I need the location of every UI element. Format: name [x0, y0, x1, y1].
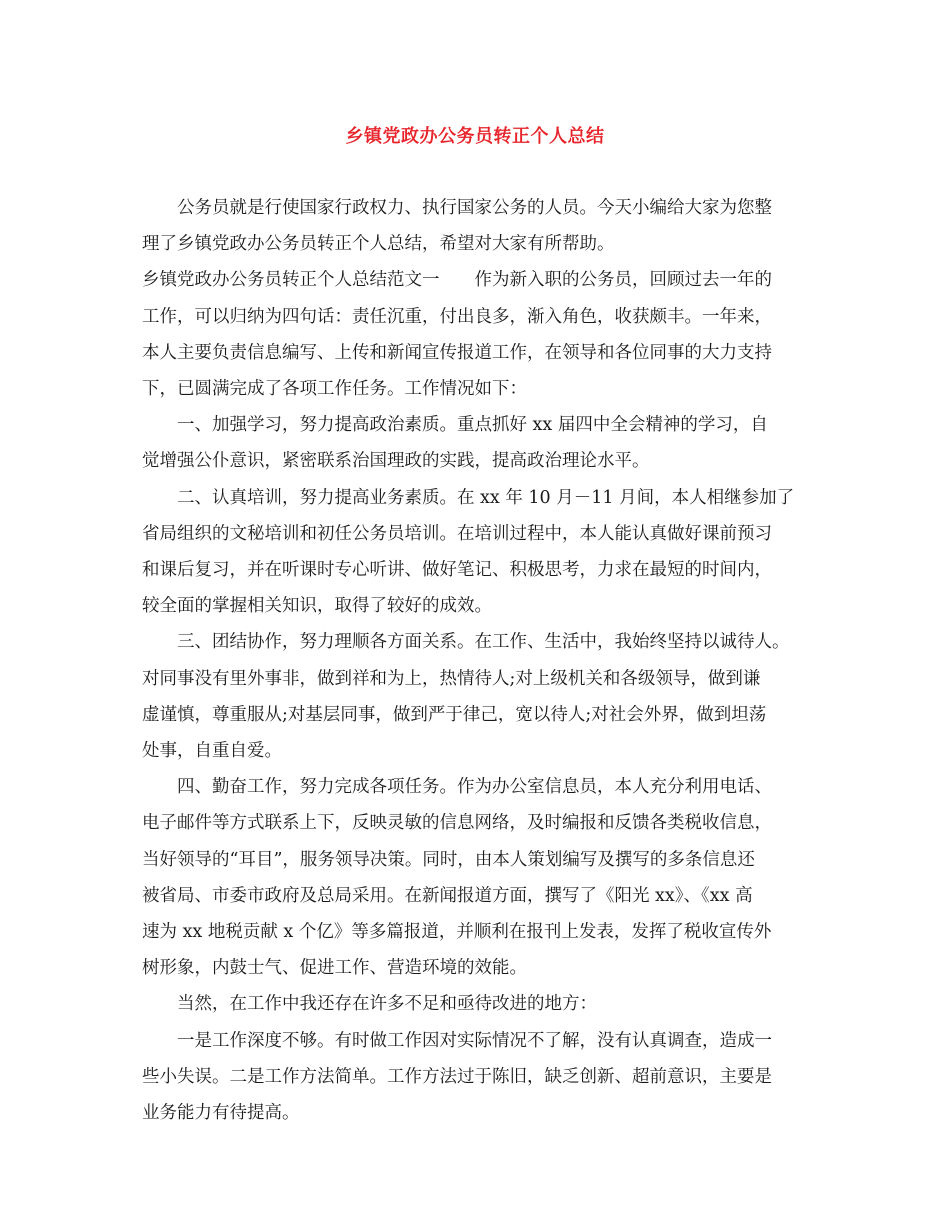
text-line: 本人主要负责信息编写、上传和新闻宣传报道工作，在领导和各位同事的大力支持: [142, 342, 772, 363]
text-line: 速为 xx 地税贡献 x 个亿》等多篇报道，并顺利在报刊上发表，发挥了税收宣传外: [142, 922, 772, 943]
text-line: 公务员就是行使国家行政权力、执行国家公务的人员。今天小编给大家为您整: [142, 198, 772, 218]
text-line: 业务能力有待提高。: [142, 1103, 300, 1124]
text-line: 较全面的掌握相关知识，取得了较好的成效。: [142, 596, 492, 617]
document-body: [142, 190, 822, 1131]
text-line: 对同事没有里外事非，做到祥和为上，热情待人;对上级机关和各级领导，做到谦: [142, 668, 761, 689]
text-line: 处事，自重自爱。: [142, 741, 282, 762]
text-line: 当然，在工作中我还存在许多不足和亟待改进的地方：: [142, 994, 597, 1015]
text-line: 些小失误。二是工作方法简单。工作方法过于陈旧，缺乏创新、超前意识，主要是: [142, 1066, 772, 1087]
text-line: 四、勤奋工作，努力完成各项任务。作为办公室信息员，本人充分利用电话、: [142, 777, 772, 798]
text-line: 一、加强学习，努力提高政治素质。重点抓好 xx 届四中全会精神的学习，自: [142, 415, 768, 436]
text-line: 一是工作深度不够。有时做工作因对实际情况不了解，没有认真调查，造成一: [142, 1030, 772, 1051]
text-line: 树形象，内鼓士气、促进工作、营造环境的效能。: [142, 958, 527, 979]
text-line: 被省局、市委市政府及总局采用。在新闻报道方面，撰写了《阳光 xx》、《xx 高: [142, 885, 753, 906]
text-line: 当好领导的“耳目”，服务领导决策。同时，由本人策划编写及撰写的多条信息还: [142, 849, 755, 870]
text-line: 工作，可以归纳为四句话：责任沉重，付出良多，渐入角色，收获颇丰。一年来，: [142, 306, 772, 327]
text-line: 三、团结协作，努力理顺各方面关系。在工作、生活中，我始终坚持以诚待人。: [142, 632, 790, 653]
text-line: 下，已圆满完成了各项工作任务。工作情况如下：: [142, 379, 527, 400]
text-line: 和课后复习，并在听课时专心听讲、做好笔记、积极思考，力求在最短的时间内，: [142, 560, 772, 581]
text-line: 觉增强公仆意识，紧密联系治国理政的实践，提高政治理论水平。: [142, 451, 650, 472]
text-line: 虚谨慎，尊重服从;对基层同事，做到严于律己，宽以待人;对社会外界，做到坦荡: [142, 704, 767, 725]
text-line: 电子邮件等方式联系上下，反映灵敏的信息网络，及时编报和反馈各类税收信息，: [142, 813, 772, 834]
text-line: 省局组织的文秘培训和初任公务员培训。在培训过程中，本人能认真做好课前预习: [142, 523, 772, 544]
text-line: 理了乡镇党政办公务员转正个人总结，希望对大家有所帮助。: [142, 234, 615, 255]
text-line: 二、认真培训，努力提高业务素质。在 xx 年 10 月－11 月间，本人相继参加了: [142, 487, 795, 508]
document-title: 乡镇党政办公务员转正个人总结: [345, 126, 605, 147]
text-line: 乡镇党政办公务员转正个人总结范文一 作为新入职的公务员，回顾过去一年的: [142, 270, 772, 291]
